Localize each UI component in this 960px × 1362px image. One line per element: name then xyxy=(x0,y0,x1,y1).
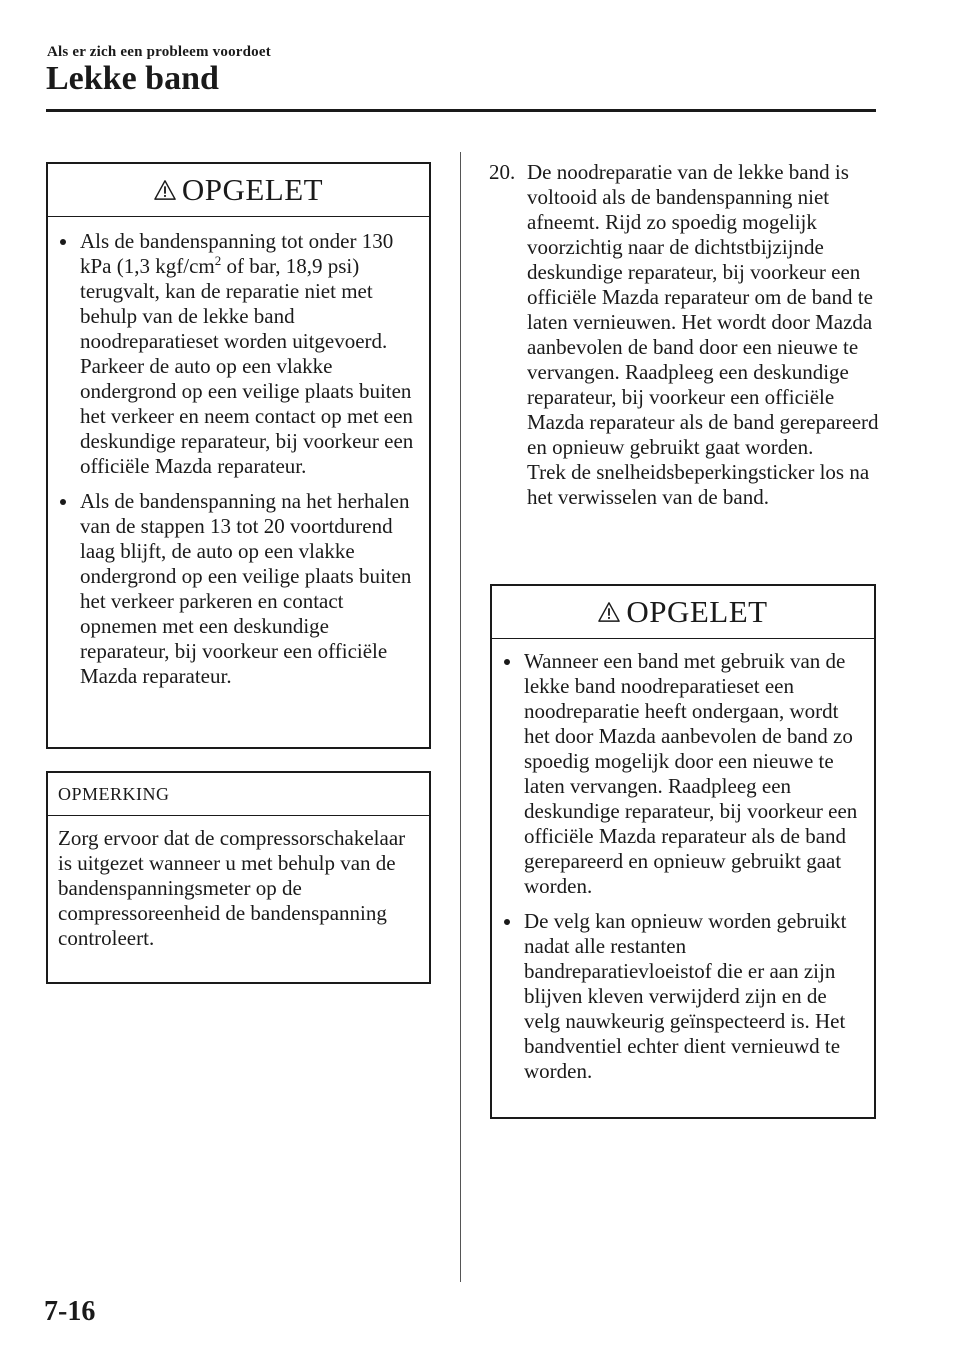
caution-list xyxy=(492,639,874,1084)
caution-box-left xyxy=(46,162,431,749)
note-box xyxy=(46,771,431,984)
caution-title: OPGELET xyxy=(181,172,324,207)
caution-item xyxy=(48,489,417,689)
title-rule xyxy=(46,109,876,112)
caution-item xyxy=(492,649,864,899)
caution-header xyxy=(492,586,874,639)
caution-item-text: Wanneer een band met gebruik van de lekke band noodreparatieset een noodreparatie heeft ondergaan, wordt het door Mazda aanbevolen de band zo spoedig mogelijk door een nieuwe te laten vervangen. Raadpleeg een deskundige reparateur, bij voorkeur een officiële Mazda reparateur als de band gerepareerd en opnieuw gebruikt gaat worden. xyxy=(524,649,858,898)
warning-triangle-icon xyxy=(154,179,176,201)
caution-item-text: De velg kan opnieuw worden gebruikt nadat alle restanten bandreparatievloeistof die er aan zijn blijven kleven verwijderd zijn en de velg nauwkeurig geïnspecteerd is. Het bandventiel echter dient vernieuwd te worden. xyxy=(524,909,847,1083)
caution-title: OPGELET xyxy=(626,594,768,629)
superscript: 2 xyxy=(214,253,222,268)
step-20 xyxy=(489,160,881,510)
step-text-extra: Trek de snelheidsbeperkingsticker los na het verwisselen van de band. xyxy=(527,460,870,509)
caution-item-text-start: Als de bandenspanning tot onder 130 kPa (1,3 kgf/cm xyxy=(80,229,394,278)
warning-triangle-icon xyxy=(598,601,620,623)
note-header: OPMERKING xyxy=(48,773,429,816)
caution-list xyxy=(48,217,429,689)
note-text: Zorg ervoor dat de compressorschakelaar is uitgezet wanneer u met behulp van de bandenspanningsmeter op de compressoreenheid de bandenspanning controleert. xyxy=(58,826,406,950)
caution-box-right xyxy=(490,584,876,1119)
column-divider xyxy=(460,152,461,1282)
step-number: 20. xyxy=(489,160,516,184)
caution-item xyxy=(492,909,864,1084)
page-number: 7-16 xyxy=(44,1296,96,1327)
bullet-icon xyxy=(60,499,66,505)
section-label: Als er zich een probleem voordoet xyxy=(47,44,271,60)
caution-item xyxy=(48,229,417,479)
caution-header xyxy=(48,164,429,217)
caution-item-text: Als de bandenspanning na het herhalen van de stappen 13 tot 20 voortdurend laag blijft, de auto op een vlakke ondergrond op een veilige plaats buiten het verkeer parkeren en contact opnemen met een deskundige reparateur, bij voorkeur een officiële Mazda reparateur. xyxy=(80,489,412,688)
bullet-icon xyxy=(60,239,66,245)
caution-item-text-end: of bar, 18,9 psi) terugvalt, kan de reparatie niet met behulp van de lekke band noodreparatieset worden uitgevoerd. Parkeer de auto op een vlakke ondergrond op een veilige plaats buiten het verkeer en neem contact op met een deskundige reparateur, bij voorkeur een officiële Mazda reparateur. xyxy=(80,254,414,478)
bullet-icon xyxy=(504,659,510,665)
step-text: De noodreparatie van de lekke band is voltooid als de bandenspanning niet afneemt. Rijd zo spoedig mogelijk voorzichtig naar de dichtstbijzijnde deskundige reparateur, bij voorkeur een officiële Mazda reparateur om de band te laten vernieuwen. Het wordt door Mazda aanbevolen de band door een nieuwe te vervangen. Raadpleeg een deskundige reparateur, bij voorkeur een officiële Mazda reparateur als de band gerepareerd en opnieuw gebruikt gaat worden. xyxy=(527,160,879,459)
bullet-icon xyxy=(504,919,510,925)
page-title: Lekke band xyxy=(46,60,219,97)
